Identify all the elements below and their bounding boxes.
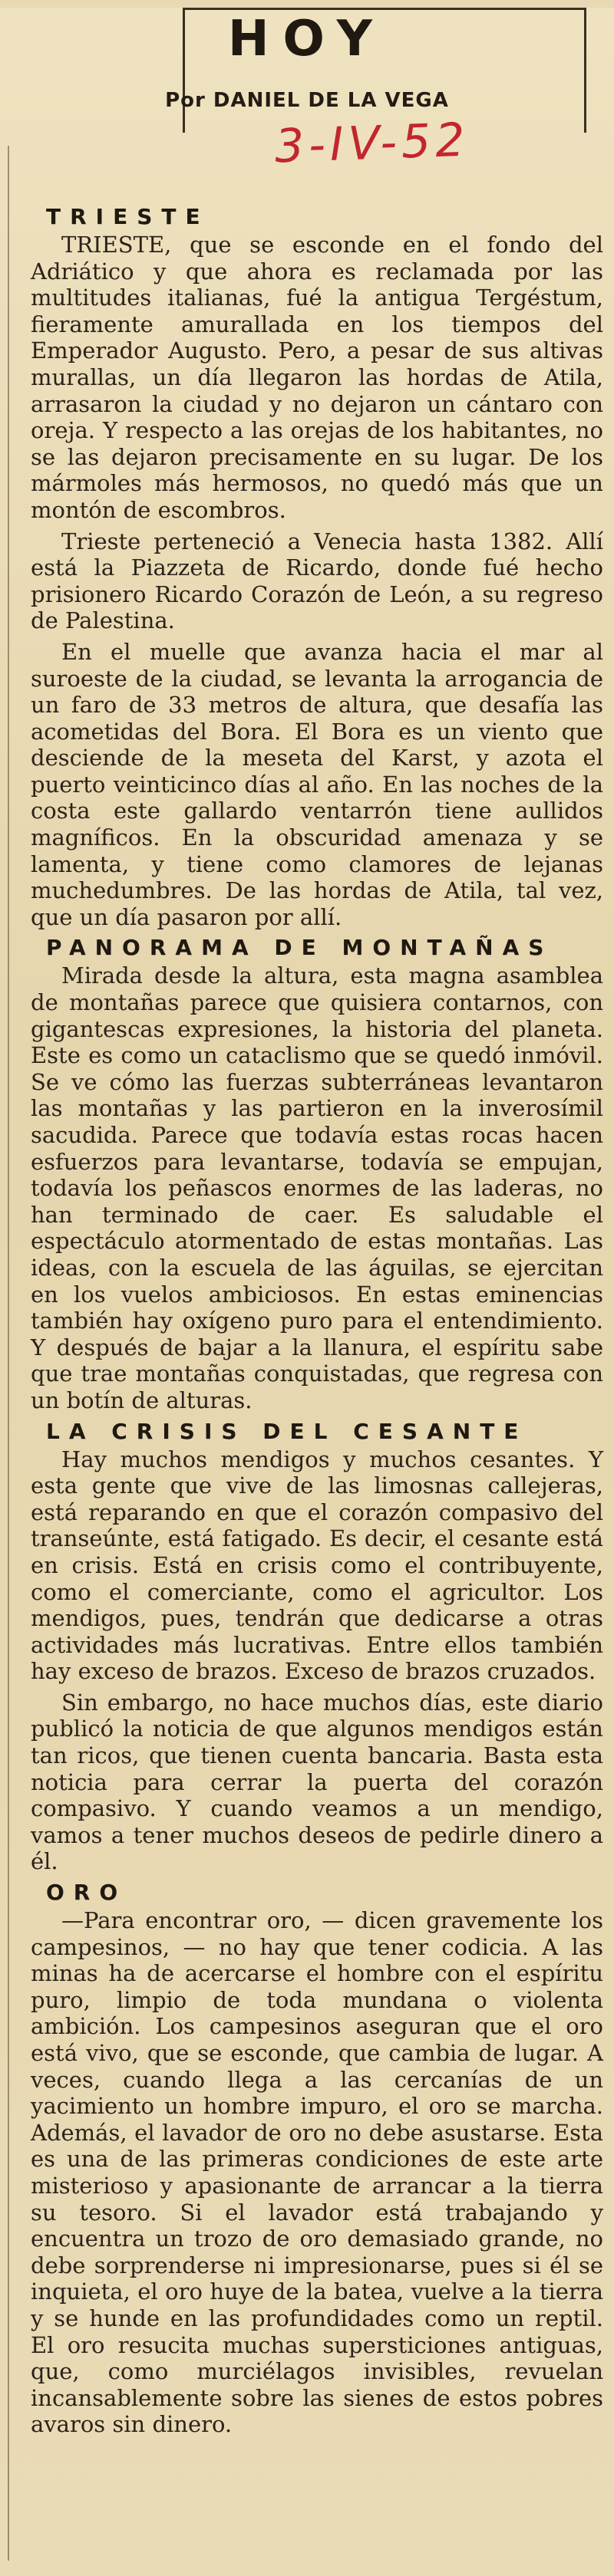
column-rule	[8, 146, 9, 2561]
handwritten-date: 3-IV-52	[273, 113, 470, 174]
paragraph: Hay muchos mendigos y muchos cesantes. Y esta gente que vive de las limosnas callejeras, está reparando en que el corazón compasivo del transeúnte, está fatigado. Es decir, el cesante está en crisis. Está en crisis como el contribuyente, como el comerciante, como el agricultor. Los mendigos, pues, tendrán que dedicarse a otras actividades más lucrativas. Entre ellos también hay exceso de brazos. Exceso de brazos cruzados.	[31, 1446, 603, 1685]
paragraph: Trieste perteneció a Venecia hasta 1382. Allí está la Piazzeta de Ricardo, donde fué hecho prisionero Ricardo Corazón de León, a su regreso de Palestina.	[31, 528, 603, 634]
paragraph: —Para encontrar oro, — dicen gravemente los campesinos, — no hay que tener codicia. A las minas ha de acercarse el hombre con el espíritu puro, limpio de toda mundana o violenta ambición. Los campesinos aseguran que el oro está vivo, que se esconde, que cambia de lugar. A veces, cuando llega a las cercanías de un yacimiento un hombre impuro, el oro se marcha. Además, el lavador de oro no debe asustarse. Esta es una de las primeras condiciones de este arte misterioso y apasionante de arrancar a la tierra su tesoro. Si el lavador está trabajando y encuentra un trozo de oro demasiado grande, no debe sorprenderse ni impresionarse, pues si él se inquieta, el oro huye de la batea, vuelve a la tierra y se hunde en las profundidades como un reptil. El oro resucita muchas supersticiones antiguas, que, como murciélagos invisibles, revuelan incansablemente sobre las sienes de estos pobres avaros sin dinero.	[31, 1907, 603, 2438]
section-title: TRIESTE	[46, 204, 210, 229]
article-body	[31, 199, 603, 2443]
section-title: ORO	[46, 1880, 127, 1906]
column-title: HOY	[227, 11, 387, 67]
section-trieste	[31, 204, 603, 930]
section-panorama	[31, 935, 603, 1413]
section-title: LA CRISIS DEL CESANTE	[46, 1418, 528, 1444]
paragraph: Sin embargo, no hace muchos días, este diario publicó la noticia de que algunos mendigos están tan ricos, que tienen cuenta bancaria. Basta esta noticia para cerrar la puerta del corazón compasivo. Y cuando veamos a un mendigo, vamos a tener muchos deseos de pedirle dinero a él.	[31, 1689, 603, 1875]
paragraph: Mirada desde la altura, esta magna asamblea de montañas parece que quisiera contarnos, con gigantescas expresiones, la historia del planeta. Este es como un cataclismo que se quedó inmóvil. Se ve cómo las fuerzas subterráneas levantaron las montañas y las partieron en la inverosímil sacudida. Parece que todavía estas rocas hacen esfuerzos para levantarse, todavía se empujan, todavía los peñascos enormes de las laderas, no han terminado de caer. Es saludable el espectáculo atormentado de estas montañas. Las ideas, con la escuela de las águilas, se ejercitan en los vuelos ambiciosos. En estas eminencias también hay oxígeno puro para el entendimiento. Y después de bajar a la llanura, el espíritu sabe que trae montañas conquistadas, que regresa con un botín de alturas.	[31, 962, 603, 1413]
newspaper-clipping	[0, 8, 614, 2576]
section-title: PANORAMA DE MONTAÑAS	[46, 935, 553, 961]
author-byline: Por DANIEL DE LA VEGA	[165, 89, 449, 112]
paragraph: TRIESTE, que se esconde en el fondo del Adriático y que ahora es reclamada por las multitudes italianas, fué la antigua Tergéstum, fieramente amurallada en los tiempos del Emperador Augusto. Pero, a pesar de sus altivas murallas, un día llegaron las hordas de Atila, arrasaron la ciudad y no dejaron un cántaro con oreja. Y respecto a las orejas de los habitantes, no se las dejaron precisamente en su lugar. De los mármoles más hermosos, no quedó más que un montón de escombros.	[31, 232, 603, 523]
paragraph: En el muelle que avanza hacia el mar al suroeste de la ciudad, se levanta la arrogancia de un faro de 33 metros de altura, que desafía las acometidas del Bora. El Bora es un viento que desciende de la meseta del Karst, y azota el puerto veinticinco días al año. En las noches de la costa este gallardo ventarrón tiene aullidos magníficos. En la obscuridad amenaza y se lamenta, y tiene como clamores de lejanas muchedumbres. De las hordas de Atila, tal vez, que un día pasaron por allí.	[31, 638, 603, 930]
column-header	[14, 8, 600, 174]
section-cesante	[31, 1419, 603, 1876]
section-oro	[31, 1880, 603, 2438]
